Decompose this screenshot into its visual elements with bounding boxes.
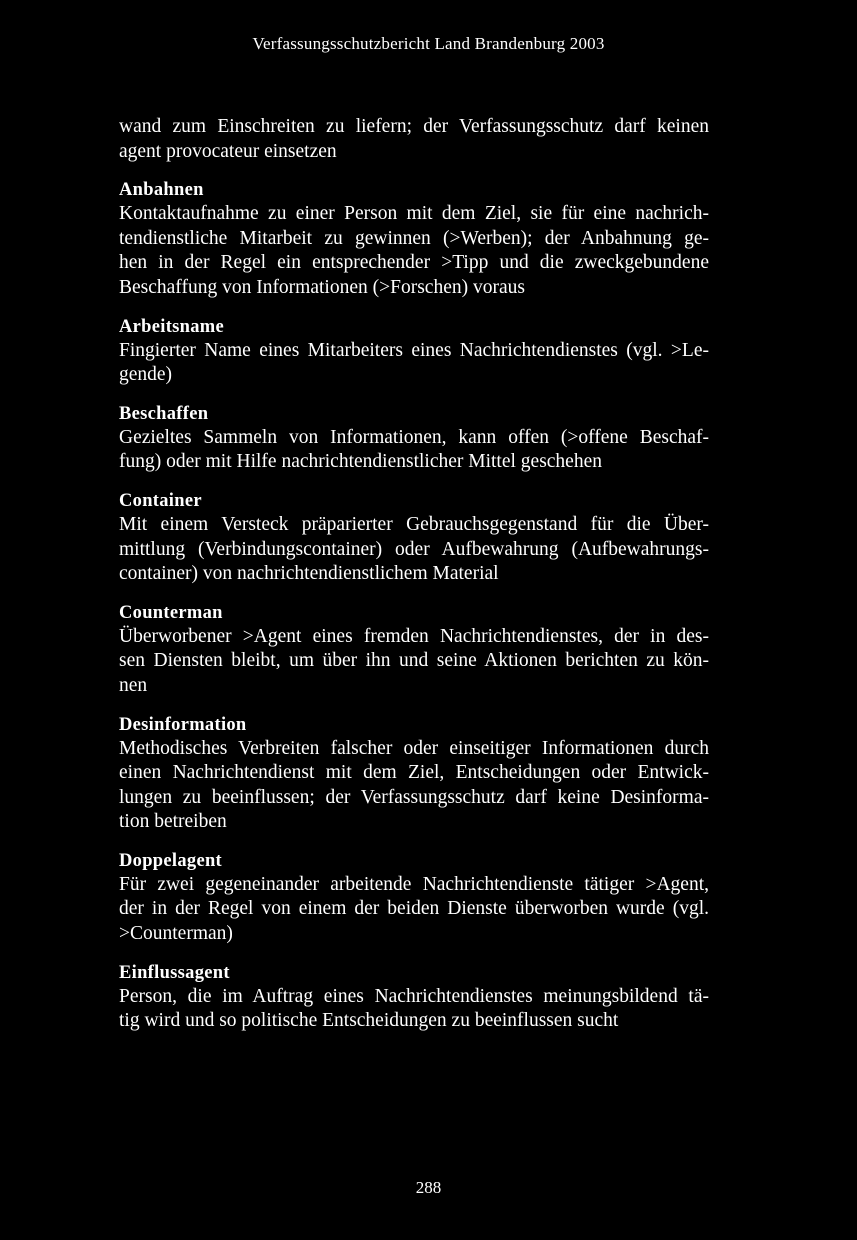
text-line: hen in der Regel ein entsprechender >Tipp und die zweckgebundene [119, 252, 709, 274]
text-line: Fingierter Name eines Mitarbeiters eines Nachrichtendienstes (vgl. >Le- [119, 339, 709, 361]
text-line: fung) oder mit Hilfe nachrichtendienstlicher Mittel geschehen [119, 451, 602, 473]
entry-term: Beschaffen [119, 403, 209, 424]
page-number: 288 [415, 1178, 442, 1197]
entry-definition [119, 873, 709, 947]
text-line: tig wird und so politische Entscheidungen zu beeinflussen sucht [119, 1010, 619, 1032]
entry-definition [119, 737, 709, 835]
entry-definition [119, 202, 709, 300]
text-line: Gezieltes Sammeln von Informationen, kann offen (>offene Beschaf- [119, 426, 709, 448]
entry-term: Arbeitsname [119, 316, 225, 337]
entry-term: Anbahnen [119, 180, 204, 201]
glossary-entry-anbahnen [119, 178, 709, 300]
text-line: Methodisches Verbreiten falscher oder einseitiger Informationen durch [119, 737, 709, 759]
text-line: Kontaktaufnahme zu einer Person mit dem Ziel, sie für eine nachrich- [119, 203, 709, 225]
text-line: agent provocateur einsetzen [119, 140, 337, 162]
glossary-entry-beschaffen [119, 402, 709, 475]
glossary-entry-arbeitsname [119, 315, 709, 388]
entry-definition [119, 339, 709, 388]
intro-paragraph [119, 115, 709, 164]
text-line: Für zwei gegeneinander arbeitende Nachrichtendienste tätiger >Agent, [119, 873, 709, 895]
text-line: nen [119, 674, 148, 696]
glossary-entry-doppelagent [119, 849, 709, 947]
text-line: >Counterman) [119, 923, 233, 945]
text-line: wand zum Einschreiten zu liefern; der Verfassungsschutz darf keinen [119, 116, 709, 137]
glossary-content [119, 115, 709, 1034]
entry-term: Einflussagent [119, 962, 230, 983]
entry-definition [119, 513, 709, 587]
glossary-entry-desinformation [119, 713, 709, 835]
entry-definition [119, 426, 709, 475]
text-line: tion betreiben [119, 811, 227, 833]
entry-term: Counterman [119, 602, 223, 623]
entry-term: Container [119, 490, 202, 511]
entry-term: Desinformation [119, 714, 247, 735]
text-line: mittlung (Verbindungscontainer) oder Aufbewahrung (Aufbewahrungs- [119, 538, 709, 560]
text-line: lungen zu beeinflussen; der Verfassungsschutz darf keine Desinforma- [119, 786, 709, 808]
text-line: sen Diensten bleibt, um über ihn und seine Aktionen berichten zu kön- [119, 650, 709, 672]
text-line: einen Nachrichtendienst mit dem Ziel, Entscheidungen oder Entwick- [119, 762, 709, 784]
text-line: Beschaffung von Informationen (>Forschen) voraus [119, 276, 525, 298]
text-line: Überworbener >Agent eines fremden Nachrichtendienstes, der in des- [119, 625, 709, 647]
glossary-entry-container [119, 489, 709, 587]
page-header: Verfassungsschutzbericht Land Brandenburg 2003 [252, 34, 605, 53]
text-line: der in der Regel von einem der beiden Dienste überworben wurde (vgl. [119, 898, 709, 920]
text-line: Mit einem Versteck präparierter Gebrauchsgegenstand für die Über- [119, 513, 709, 535]
entry-definition [119, 985, 709, 1034]
entry-definition [119, 625, 709, 699]
text-line: tendienstliche Mitarbeit zu gewinnen (>Werben); der Anbahnung ge- [119, 227, 709, 249]
text-line: gende) [119, 364, 173, 386]
glossary-entry-einflussagent [119, 961, 709, 1034]
text-line: container) von nachrichtendienstlichem Material [119, 563, 499, 585]
glossary-entry-counterman [119, 601, 709, 699]
entry-term: Doppelagent [119, 850, 222, 871]
text-line: Person, die im Auftrag eines Nachrichtendienstes meinungsbildend tä- [119, 985, 709, 1007]
